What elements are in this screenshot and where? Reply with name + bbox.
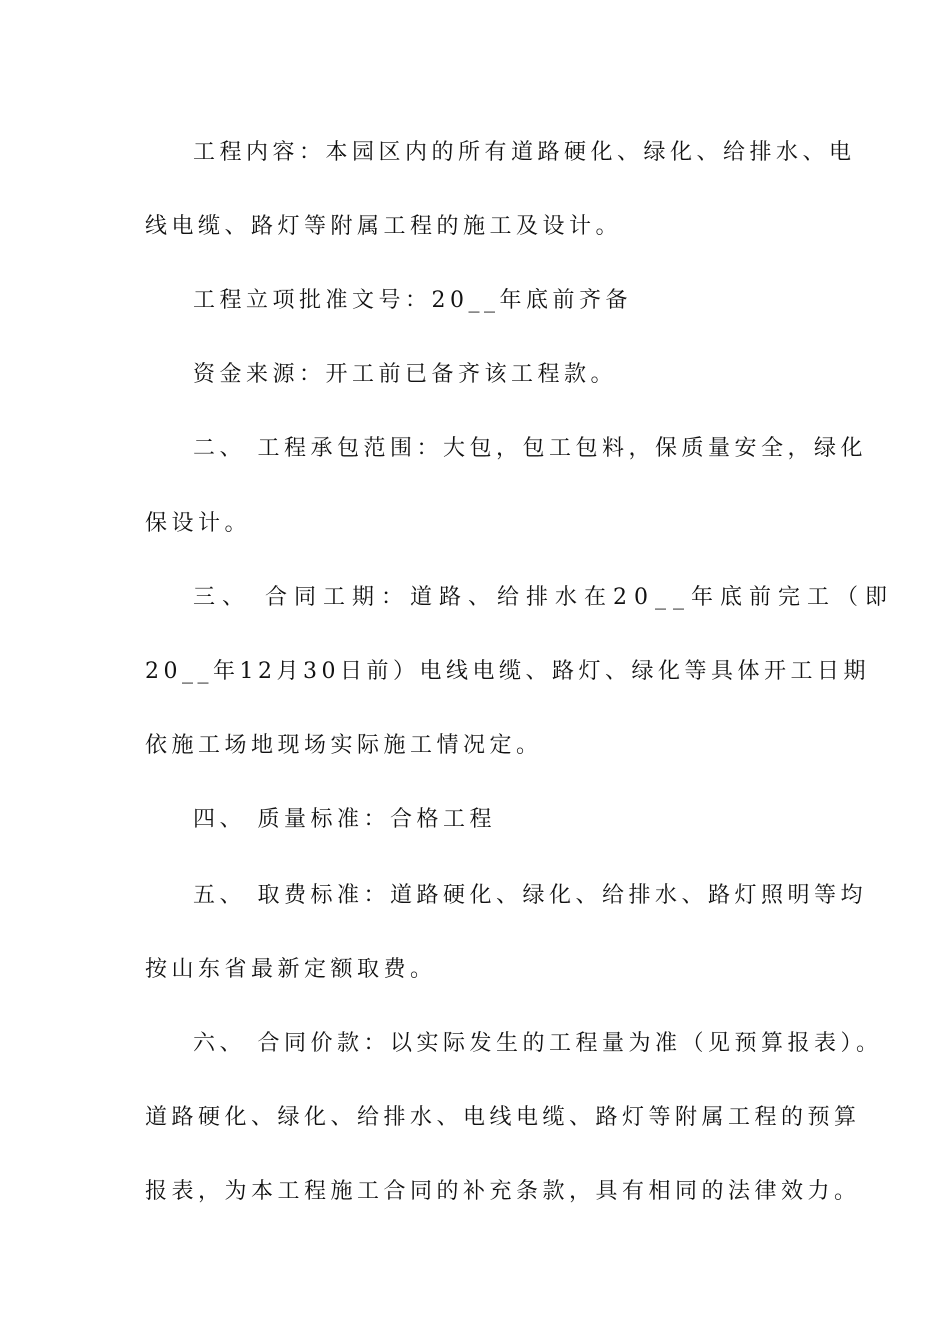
text-line-2: 线电缆、路灯等附属工程的施工及设计。: [145, 214, 623, 239]
text-line-11: 五、 取费标准：道路硬化、绿化、给排水、路灯照明等均: [193, 883, 867, 908]
text-line-9: 依施工场地现场实际施工情况定。: [145, 733, 543, 758]
text-line-14: 道路硬化、绿化、给排水、电线电缆、路灯等附属工程的预算: [145, 1105, 861, 1130]
text-line-8: 20__年12月30日前）电线电缆、路灯、绿化等具体开工日期: [145, 659, 870, 684]
text-line-4: 资金来源：开工前已备齐该工程款。: [193, 362, 618, 387]
text-line-3: 工程立项批准文号：20__年底前齐备: [193, 288, 632, 313]
text-line-7: 三、 合同工期：道路、给排水在20__年底前完工（即: [193, 585, 894, 610]
text-line-5: 二、 工程承包范围：大包，包工包料，保质量安全，绿化: [193, 436, 867, 461]
text-line-10: 四、 质量标准：合格工程: [193, 807, 496, 832]
text-line-6: 保设计。: [145, 511, 252, 536]
text-line-15: 报表，为本工程施工合同的补充条款，具有相同的法律效力。: [145, 1179, 861, 1204]
text-line-12: 按山东省最新定额取费。: [145, 957, 437, 982]
text-line-13: 六、 合同价款：以实际发生的工程量为准（见预算报表）。: [193, 1031, 883, 1056]
text-line-1: 工程内容：本园区内的所有道路硬化、绿化、给排水、电: [193, 140, 856, 165]
